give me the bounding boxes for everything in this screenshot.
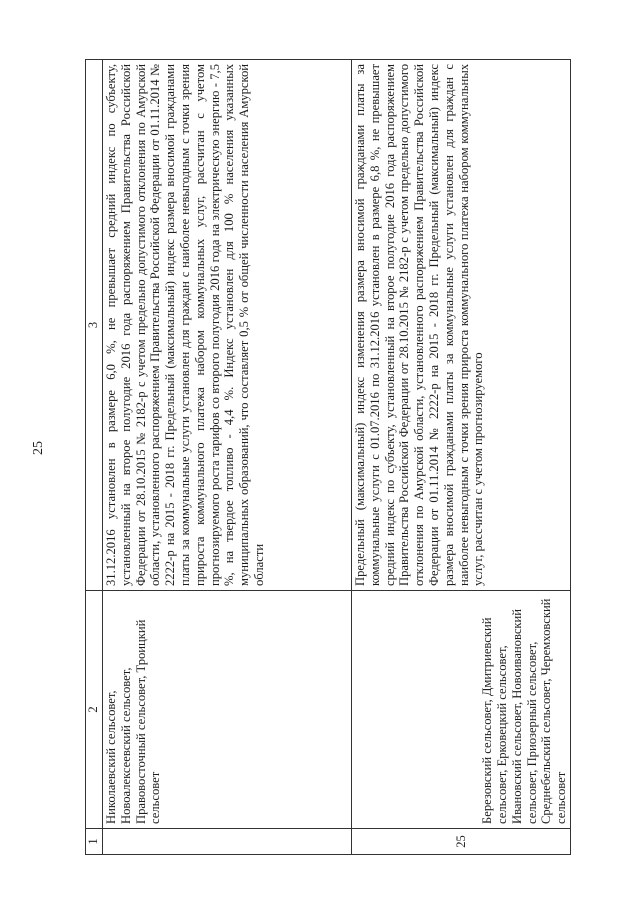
settlements-cell: Березовский сельсовет, Дмитриевский сельсовет, Ерковецкий сельсовет, Ивановский сельсовет, Новоивановский сельсовет, Приозерный сельсовет, Среднебельский сельсовет, Черемховский сельсовет xyxy=(352,591,571,829)
column-header-1: 1 xyxy=(86,829,103,855)
table-row xyxy=(352,60,571,855)
rotated-table-container xyxy=(85,60,585,855)
column-header-3: 3 xyxy=(86,60,103,591)
row-number: 25 xyxy=(352,829,571,855)
page-number: 25 xyxy=(31,441,46,455)
settlements-cell: Николаевский сельсовет, Новоалексеевский сельсовет, Правовосточный сельсовет, Троицкий сельсовет xyxy=(103,591,352,829)
settlements-table xyxy=(85,59,571,855)
table-row xyxy=(103,60,352,855)
description-cell: 31.12.2016 установлен в размере 6,0 %, не превышает средний индекс по субъекту, установленный на второе полугодие 2016 года распоряжением Правительства Российской Федерации от 28.10.2015 № 2182-р с учетом предельно допустимого отклонения по Амурской области, установленного распоряжением Правительства Российской Федерации от 01.11.2014 № 2222-р на 2015 - 2018 гг. Предельный (максимальный) индекс размера вносимой гражданами платы за коммунальные услуги установлен для граждан с наиболее невыгодным с точки зрения прироста коммунального платежа набором коммунальных услуг, рассчитан с учетом прогнозируемого роста тарифов со второго полугодия 2016 года на электрическую энергию - 7,5 %, на твердое топливо - 4,4 %. Индекс установлен для 100 % населения указанных муниципальных образований, что составляет 0,5 % от общей численности населения Амурской области xyxy=(103,60,352,591)
table-header-row xyxy=(86,60,103,855)
description-cell: Предельный (максимальный) индекс изменения размера вносимой гражданами платы за коммунальные услуги с 01.07.2016 по 31.12.2016 установлен в размере 6,8 %, не превышает средний индекс по субъекту, установленный на второе полугодие 2016 года распоряжением Правительства Российской Федерации от 28.10.2015 № 2182-р с учетом предельно допустимого отклонения по Амурской области, установленного распоряжением Правительства Российской Федерации от 01.11.2014 № 2222-р на 2015 - 2018 гг. Предельный (максимальный) индекс размера вносимой гражданами платы за коммунальные услуги установлен для граждан с наиболее невыгодным с точки зрения прироста коммунального платежа набором коммунальных услуг, рассчитан с учетом прогнозируемого xyxy=(352,60,571,591)
column-header-2: 2 xyxy=(86,591,103,829)
row-number xyxy=(103,829,352,855)
